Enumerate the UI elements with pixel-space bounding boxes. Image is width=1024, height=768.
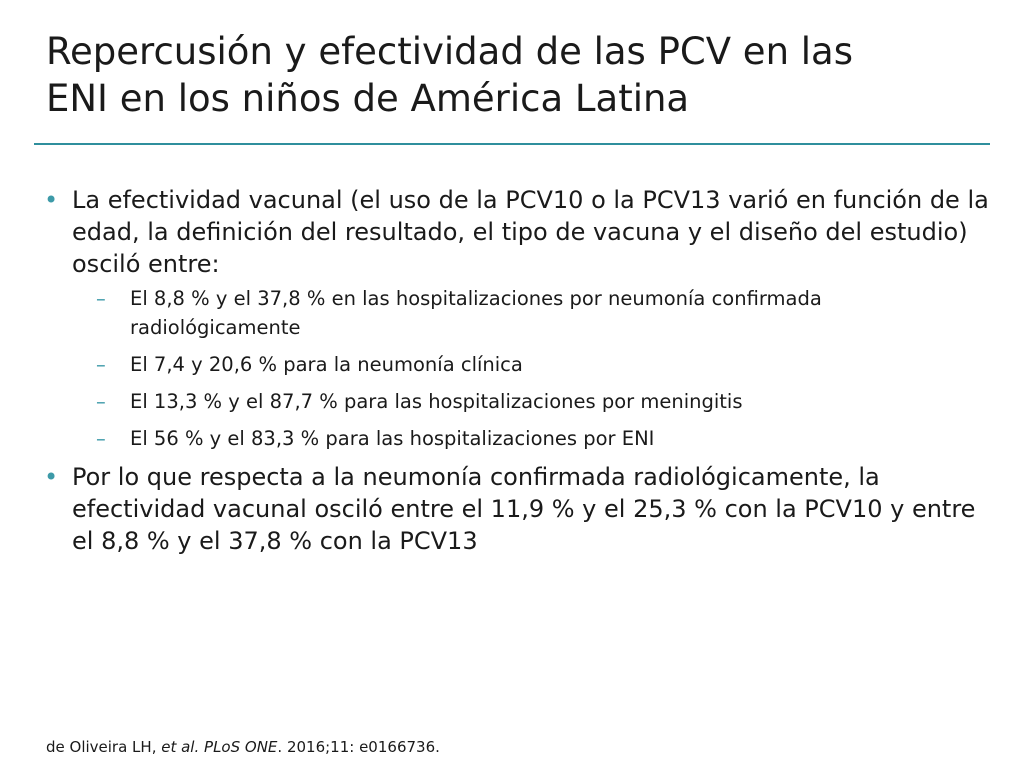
- bullet-item-2: [44, 461, 994, 557]
- sub-item-text-2: El 7,4 y 20,6 % para la neumonía clínica: [130, 353, 523, 376]
- citation: [46, 737, 440, 757]
- title-divider: [34, 143, 990, 145]
- sub-item-text-4: El 56 % y el 83,3 % para las hospitalizaciones por ENI: [130, 427, 655, 450]
- sub-item-2: [44, 350, 994, 379]
- slide-title-line-2: ENI en los niños de América Latina: [46, 77, 690, 120]
- slide-title-line-1: Repercusión y efectividad de las PCV en las: [46, 30, 854, 73]
- dash-icon: –: [96, 287, 106, 310]
- bullet-item-1: [44, 184, 994, 280]
- bullet-text-1: La efectividad vacunal (el uso de la PCV10 o la PCV13 varió en función de la edad, la definición del resultado, el tipo de vacuna y el diseño del estudio) osciló entre:: [72, 186, 989, 278]
- sub-item-3: [44, 387, 994, 416]
- citation-rest: . 2016;11: e0166736.: [277, 738, 440, 756]
- slide-title: [46, 28, 986, 122]
- dash-icon: –: [96, 390, 106, 413]
- citation-journal: PLoS ONE: [204, 738, 278, 756]
- sub-item-1: [44, 284, 994, 342]
- sub-item-text-1: El 8,8 % y el 37,8 % en las hospitalizaciones por neumonía confirmada radiológicamente: [130, 287, 822, 339]
- bullet-text-2: Por lo que respecta a la neumonía confirmada radiológicamente, la efectividad vacunal osciló entre el 11,9 % y el 25,3 % con la PCV10 y entre el 8,8 % y el 37,8 % con la PCV13: [72, 463, 976, 555]
- dash-icon: –: [96, 427, 106, 450]
- sub-item-text-3: El 13,3 % y el 87,7 % para las hospitalizaciones por meningitis: [130, 390, 743, 413]
- dash-icon: –: [96, 353, 106, 376]
- bullet-dot-icon: •: [44, 463, 59, 491]
- citation-authors: de Oliveira LH,: [46, 738, 162, 756]
- sub-list: [44, 284, 994, 453]
- citation-etal: et al.: [161, 738, 200, 756]
- sub-item-4: [44, 424, 994, 453]
- slide-content: [44, 184, 994, 561]
- bullet-dot-icon: •: [44, 186, 59, 214]
